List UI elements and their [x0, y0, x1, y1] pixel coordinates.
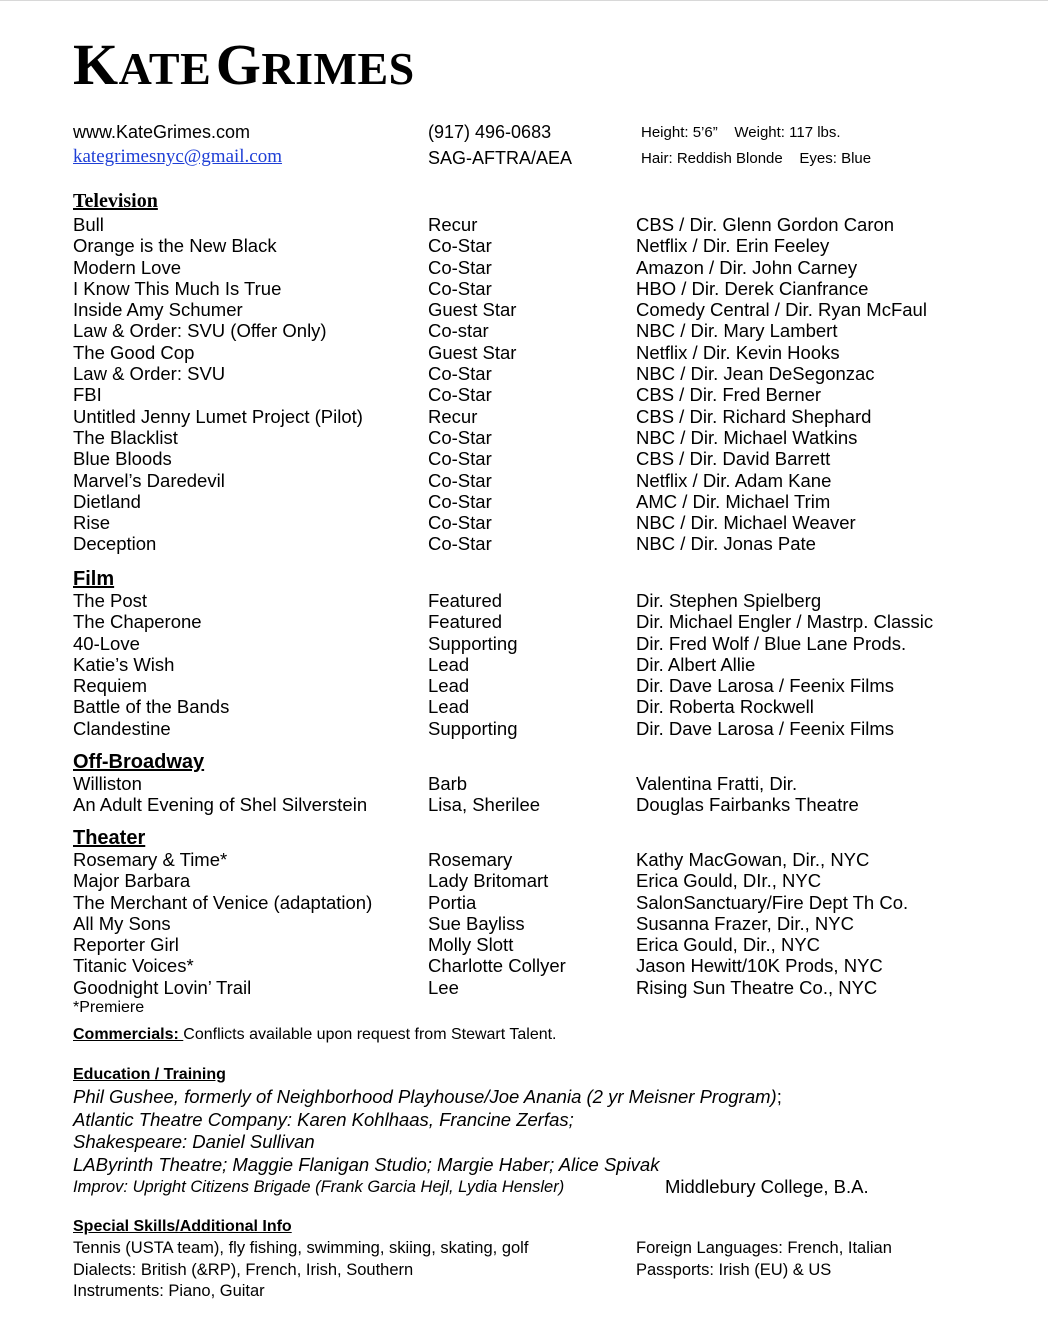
- education-list: [73, 1086, 1033, 1199]
- credit-title: Katie’s Wish: [73, 653, 175, 675]
- off-broadway-credit-row: [73, 773, 1033, 794]
- film-credit-row: [73, 718, 1033, 739]
- credit-role: Lee: [428, 976, 459, 998]
- credit-role: Co-Star: [428, 256, 492, 278]
- credit-title: All My Sons: [73, 912, 171, 934]
- credit-title: The Merchant of Venice (adaptation): [73, 891, 373, 913]
- college-degree: Middlebury College, B.A.: [665, 1176, 869, 1197]
- credit-title: Williston: [73, 773, 142, 794]
- credit-director: Dir. Fred Wolf / Blue Lane Prods.: [636, 632, 907, 654]
- credit-title: Law & Order: SVU: [73, 363, 226, 385]
- television-credit-row: [73, 278, 1033, 299]
- credit-title: I Know This Much Is True: [73, 277, 282, 299]
- television-credit-row: [73, 235, 1033, 256]
- education-line: Atlantic Theatre Company: Karen Kohlhaas, Francine Zerfas;: [73, 1108, 574, 1130]
- credit-director: Erica Gould, Dir., NYC: [636, 934, 821, 956]
- section-title-television: Television: [73, 190, 158, 212]
- credit-title: Dietland: [73, 490, 141, 512]
- credit-role: Featured: [428, 590, 503, 611]
- credit-title: Orange is the New Black: [73, 235, 277, 257]
- credit-director: Dir. Stephen Spielberg: [636, 590, 822, 611]
- television-credit-row: [73, 533, 1033, 554]
- credit-director: Dir. Dave Larosa / Feenix Films: [636, 717, 895, 739]
- education-line: Phil Gushee, formerly of Neighborhood Playhouse/Joe Anania (2 yr Meisner Program);: [73, 1086, 782, 1107]
- credit-title: Deception: [73, 533, 157, 555]
- skills-row: Dialects: British (&RP), French, Irish, Southern Passports: Irish (EU) & US: [73, 1260, 832, 1279]
- premiere-footnote: *Premiere: [73, 999, 145, 1016]
- credit-director: SalonSanctuary/Fire Dept Th Co.: [636, 891, 909, 913]
- credit-title: Clandestine: [73, 717, 171, 739]
- section-title-education: Education / Training: [73, 1066, 226, 1083]
- resume-name: KATE GRIMES: [73, 32, 415, 97]
- credit-title: Inside Amy Schumer: [73, 299, 243, 321]
- credit-director: NBC / Dir. Mary Lambert: [636, 320, 838, 342]
- credit-title: Goodnight Lovin’ Trail: [73, 976, 252, 998]
- union-affiliation: SAG-AFTRA/AEA: [428, 148, 573, 168]
- education-line: Shakespeare: Daniel Sullivan: [73, 1131, 315, 1152]
- credit-role: Lisa, Sherilee: [428, 794, 541, 816]
- skills-list: [73, 1238, 1033, 1303]
- television-credit-row: [73, 491, 1033, 512]
- credit-role: Co-Star: [428, 235, 492, 257]
- theater-credit-row: [73, 934, 1033, 955]
- television-credit-row: [73, 427, 1033, 448]
- credit-role: Recur: [428, 214, 478, 235]
- credit-director: CBS / Dir. Fred Berner: [636, 384, 822, 406]
- hair-eyes: Hair: Reddish Blonde Eyes: Blue: [641, 150, 872, 167]
- credit-director: CBS / Dir. David Barrett: [636, 448, 831, 470]
- credit-director: AMC / Dir. Michael Trim: [636, 490, 831, 512]
- credit-title: The Post: [73, 590, 148, 611]
- credit-title: Untitled Jenny Lumet Project (Pilot): [73, 405, 363, 427]
- credit-director: NBC / Dir. Michael Watkins: [636, 426, 858, 448]
- television-credit-row: [73, 512, 1033, 533]
- credit-title: Law & Order: SVU (Offer Only): [73, 320, 327, 342]
- section-title-film: Film: [73, 568, 115, 590]
- credit-title: Marvel’s Daredevil: [73, 469, 225, 491]
- credit-director: Susanna Frazer, Dir., NYC: [636, 912, 854, 934]
- credit-director: Douglas Fairbanks Theatre: [636, 794, 859, 816]
- film-credit-row: [73, 633, 1033, 654]
- credit-role: Supporting: [428, 717, 518, 739]
- credit-role: Co-Star: [428, 363, 492, 385]
- credit-director: Erica Gould, DIr., NYC: [636, 870, 822, 892]
- credit-title: Bull: [73, 214, 104, 235]
- credit-director: Dir. Roberta Rockwell: [636, 696, 814, 718]
- height-weight: Height: 5’6” Weight: 117 lbs.: [641, 124, 841, 141]
- page-top-rule: [0, 0, 1048, 1]
- credit-role: Recur: [428, 405, 478, 427]
- website-link[interactable]: www.KateGrimes.com: [73, 122, 251, 142]
- credit-role: Charlotte Collyer: [428, 955, 566, 977]
- off-broadway-credit-row: [73, 794, 1033, 815]
- education-line: Improv: Upright Citizens Brigade (Frank Garcia Hejl, Lydia Hensler) Middlebury College, B.A.: [73, 1176, 869, 1197]
- credit-role: Rosemary: [428, 849, 513, 870]
- credit-role: Lady Britomart: [428, 870, 549, 892]
- credit-director: Amazon / Dir. John Carney: [636, 256, 858, 278]
- section-title-off-broadway: Off-Broadway: [73, 751, 205, 773]
- credit-role: Barb: [428, 773, 468, 794]
- credit-role: Lead: [428, 675, 470, 697]
- film-credit-row: [73, 654, 1033, 675]
- film-credits: [73, 590, 1033, 739]
- credit-role: Co-Star: [428, 277, 492, 299]
- skills-row: Instruments: Piano, Guitar: [73, 1282, 265, 1300]
- credit-director: HBO / Dir. Derek Cianfrance: [636, 277, 869, 299]
- credit-role: Guest Star: [428, 299, 517, 321]
- credit-director: Netflix / Dir. Erin Feeley: [636, 235, 830, 257]
- credit-title: Reporter Girl: [73, 934, 179, 956]
- theater-credit-row: [73, 849, 1033, 870]
- theater-credit-row: [73, 977, 1033, 998]
- film-credit-row: [73, 611, 1033, 632]
- credit-role: Co-Star: [428, 490, 492, 512]
- credit-director: CBS / Dir. Glenn Gordon Caron: [636, 214, 895, 235]
- credit-director: Netflix / Dir. Adam Kane: [636, 469, 832, 491]
- television-credit-row: [73, 384, 1033, 405]
- television-credit-row: [73, 448, 1033, 469]
- credit-title: FBI: [73, 384, 102, 406]
- theater-credit-row: [73, 913, 1033, 934]
- credit-role: Lead: [428, 653, 470, 675]
- off-broadway-credits: [73, 773, 1033, 816]
- credit-role: Lead: [428, 696, 470, 718]
- credit-role: Co-Star: [428, 426, 492, 448]
- credit-role: Molly Slott: [428, 934, 514, 956]
- skills-row: Tennis (USTA team), fly fishing, swimming, skiing, skating, golf Foreign Languages: French, Italian: [73, 1239, 892, 1257]
- credit-role: Supporting: [428, 632, 518, 654]
- film-credit-row: [73, 590, 1033, 611]
- credit-director: Comedy Central / Dir. Ryan McFaul: [636, 299, 927, 321]
- credit-title: Rise: [73, 512, 111, 534]
- television-credit-row: [73, 470, 1033, 491]
- credit-director: Valentina Fratti, Dir.: [636, 773, 798, 794]
- phone-number: (917) 496-0683: [428, 122, 552, 142]
- credit-role: Guest Star: [428, 341, 517, 363]
- credit-role: Co-Star: [428, 533, 492, 555]
- credit-title: Blue Bloods: [73, 448, 172, 470]
- credit-director: NBC / Dir. Michael Weaver: [636, 512, 856, 534]
- commercials-note: Commercials: Conflicts available upon request from Stewart Talent.: [73, 1026, 557, 1043]
- theater-credit-row: [73, 955, 1033, 976]
- credit-role: Co-Star: [428, 469, 492, 491]
- credit-title: Rosemary & Time*: [73, 849, 228, 870]
- television-credit-row: [73, 406, 1033, 427]
- credit-director: Rising Sun Theatre Co., NYC: [636, 976, 878, 998]
- credit-role: Featured: [428, 611, 503, 633]
- section-title-theater: Theater: [73, 827, 146, 849]
- credit-title: The Good Cop: [73, 341, 195, 363]
- credit-role: Co-Star: [428, 448, 492, 470]
- credit-title: Battle of the Bands: [73, 696, 230, 718]
- credit-director: Netflix / Dir. Kevin Hooks: [636, 341, 840, 363]
- credit-title: Modern Love: [73, 256, 181, 278]
- television-credit-row: [73, 299, 1033, 320]
- credit-director: Dir. Michael Engler / Mastrp. Classic: [636, 611, 934, 633]
- theater-credit-row: [73, 870, 1033, 891]
- credit-title: An Adult Evening of Shel Silverstein: [73, 794, 368, 816]
- credit-title: The Blacklist: [73, 426, 178, 448]
- television-credit-row: [73, 214, 1033, 235]
- television-credit-row: [73, 363, 1033, 384]
- television-credit-row: [73, 342, 1033, 363]
- email-link[interactable]: kategrimesnyc@gmail.com: [73, 146, 283, 167]
- credit-director: NBC / Dir. Jonas Pate: [636, 533, 816, 555]
- credit-director: CBS / Dir. Richard Shephard: [636, 405, 872, 427]
- credit-director: NBC / Dir. Jean DeSegonzac: [636, 363, 875, 385]
- credit-role: Co-star: [428, 320, 489, 342]
- credit-title: Major Barbara: [73, 870, 191, 892]
- education-line: LAByrinth Theatre; Maggie Flanigan Studio; Margie Haber; Alice Spivak: [73, 1153, 660, 1175]
- film-credit-row: [73, 675, 1033, 696]
- credit-title: 40-Love: [73, 632, 140, 654]
- section-title-skills: Special Skills/Additional Info: [73, 1218, 292, 1235]
- credit-director: Dir. Dave Larosa / Feenix Films: [636, 675, 895, 697]
- theater-credits: [73, 849, 1033, 998]
- credit-title: The Chaperone: [73, 611, 202, 633]
- credit-role: Portia: [428, 891, 477, 913]
- television-credit-row: [73, 320, 1033, 341]
- credit-role: Co-Star: [428, 384, 492, 406]
- credit-title: Titanic Voices*: [73, 955, 194, 977]
- television-credits: [73, 214, 1033, 555]
- credit-director: Jason Hewitt/10K Prods, NYC: [636, 955, 883, 977]
- credit-director: Dir. Albert Allie: [636, 653, 756, 675]
- credit-role: Co-Star: [428, 512, 492, 534]
- television-credit-row: [73, 257, 1033, 278]
- credit-role: Sue Bayliss: [428, 912, 525, 934]
- film-credit-row: [73, 696, 1033, 717]
- credit-title: Requiem: [73, 675, 148, 697]
- theater-credit-row: [73, 892, 1033, 913]
- credit-director: Kathy MacGowan, Dir., NYC: [636, 849, 870, 870]
